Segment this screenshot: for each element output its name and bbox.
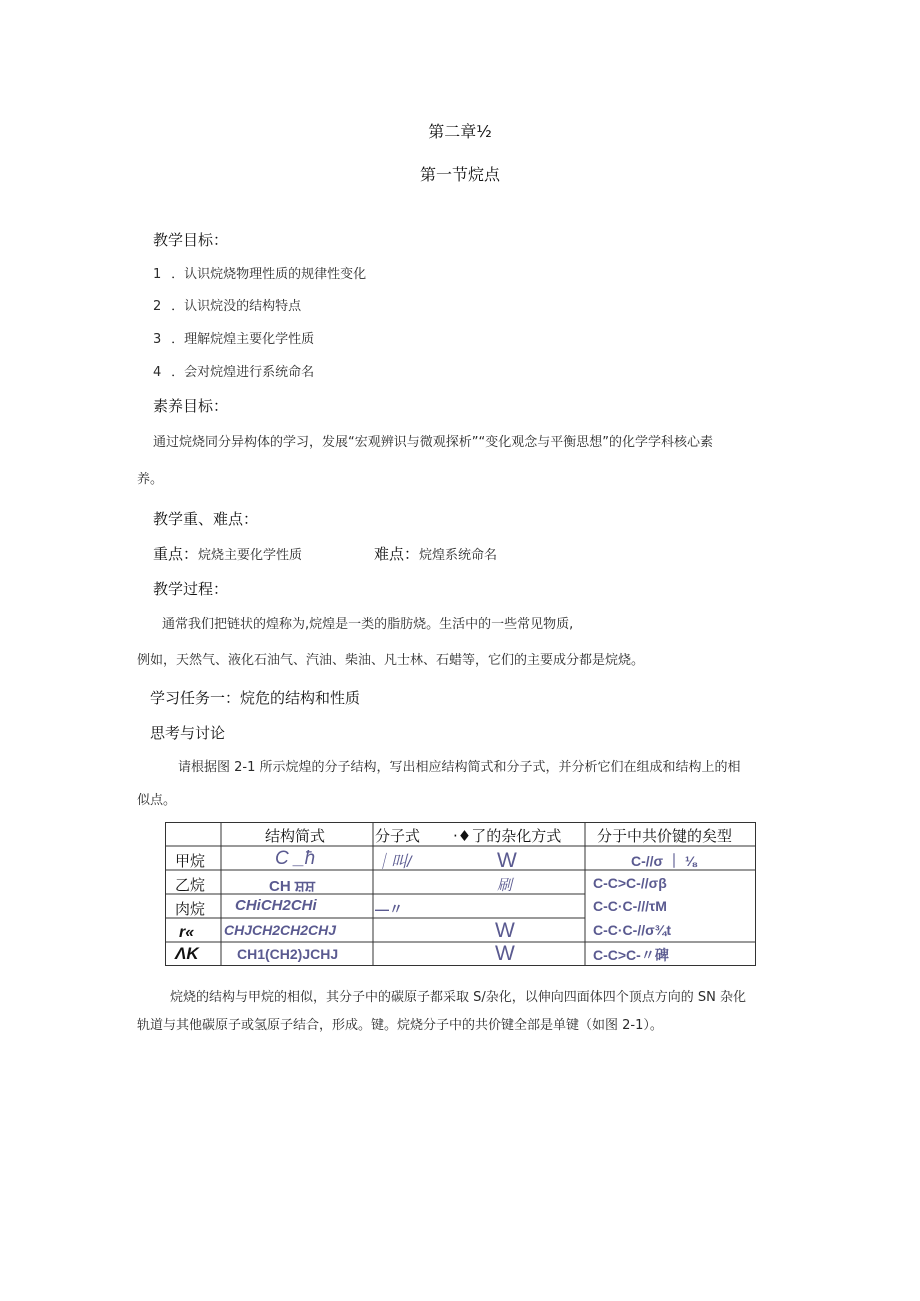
goal-text: ．认识烷烧物理性质的规律性变化 [171,267,367,282]
goal-text: ．理解烷煌主要化学性质 [171,332,315,347]
process-paragraph-line1: 通常我们把链状的煌称为,烷煌是一类的脂肪烧。生活中的一些常见物质, [162,617,574,632]
table-row-struct: CHJCH2CH2CHJ [224,922,337,938]
hard-point [374,543,497,564]
key-point-label: 重点： [153,545,199,563]
key-points-heading: 教学重、难点： [153,510,259,528]
table-row-bond: C-C>C-〃碑 [593,947,669,963]
table-header-hybrid: ·♦了的杂化方式 [453,827,562,845]
table-row-struct: CH ਸ਼ਸ਼ [269,878,315,895]
goal-item-4 [153,361,314,380]
table-row-hybrid: W [495,942,515,965]
table-row-hybrid: W [497,849,517,872]
table-row-struct: CH1(CH2)JCHJ [237,946,339,962]
goals-heading: 教学目标： [153,231,229,249]
conclusion-line2: 轨道与其他碳原子或氢原子结合，形成。键。烷烧分子中的共价键全部是单键（如图 2-1）。 [137,1018,663,1033]
task-prompt-line1: 请根据图 2-1 所示烷煌的分子结构，写出相应结构简式和分子式，并分析它们在组成和结构上的相 [178,760,741,775]
process-heading: 教学过程： [153,580,229,598]
conclusion-line1: 烷烧的结构与甲烷的相似，其分子中的碳原子都采取 S/杂化，以伸向四面体四个顶点方向的 SN 杂化 [170,990,747,1005]
key-point-text: 烷烧主要化学性质 [198,548,303,563]
table-row-name: 甲烷 [175,852,206,870]
table-row-hybrid: W [495,919,515,942]
task-heading: 学习任务一：烷危的结构和性质 [150,689,361,707]
goal-number: 3 [153,332,162,347]
key-point [153,543,302,564]
table-row-bond: C-C>C-//σβ [593,875,667,891]
section-title: 第一节烷点 [419,165,500,184]
task-subheading: 思考与讨论 [150,724,226,742]
goal-text: ．会对烷煌进行系统命名 [171,365,315,380]
table-row-name: ΛK [175,944,199,963]
literacy-text-line2: 养。 [137,472,164,487]
goal-item-1 [153,263,366,282]
literacy-heading: 素养目标： [153,397,229,415]
goal-item-3 [153,328,314,347]
table-header-struct: 结构简式 [265,827,326,845]
goal-number: 4 [153,365,162,380]
table-row-bond: C-C·C-///τM [593,898,667,914]
table-row-name: 乙烷 [175,876,206,894]
literacy-text-line1: 通过烷烧同分异构体的学习，发展“宏观辨识与微观探析”“变化观念与平衡思想”的化学学科核心素 [153,435,713,450]
hard-point-label: 难点： [374,545,420,563]
goal-text: ．认识烷没的结构特点 [171,299,302,314]
table-header-formula: 分子式 [375,827,421,845]
table-header-bond: 分于中共价键的矣型 [597,827,733,845]
goal-item-2 [153,295,301,314]
goal-number: 2 [153,299,162,314]
table-row-bond: C-//σ ｜ ⅛ [631,853,697,869]
table-row-struct: CHiCH2CHi [235,897,317,914]
table-row-hybrid: 刷 [497,877,513,894]
task-prompt-line2: 似点。 [137,793,177,808]
goal-number: 1 [153,267,162,282]
table-row-struct: C _ħ [275,848,316,869]
alkane-table [165,822,756,967]
process-paragraph-line2: 例如，天然气、液化石油气、汽油、柴油、凡士林、石蜡等，它们的主要成分都是烷烧。 [137,653,645,668]
chapter-title: 第二章½ [428,122,492,141]
hard-point-text: 烷煌系统命名 [419,548,498,563]
table-row-bond: C-C·C-//σ¾t [593,922,672,938]
table-row-name: r« [179,924,195,941]
table-row-formula: ｜叫/ [375,854,412,871]
table-row-name: 肉烷 [175,900,206,918]
table-row-formula: —〃 [375,901,403,917]
